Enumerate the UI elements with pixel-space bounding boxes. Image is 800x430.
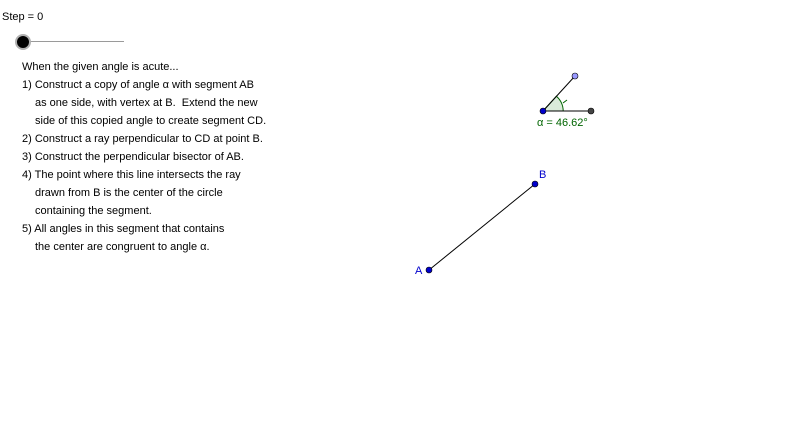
instruction-step-4-cont: drawn from B is the center of the circle — [35, 187, 223, 199]
point-b-label: B — [539, 169, 547, 181]
angle-base-point[interactable] — [588, 108, 594, 114]
segment-ab-line[interactable] — [429, 184, 535, 270]
instruction-step-4: 4) The point where this line intersects the ray — [22, 169, 241, 181]
angle-side-point[interactable] — [572, 73, 578, 79]
instruction-step-1: 1) Construct a copy of angle α with segment AB — [22, 79, 254, 91]
point-a[interactable] — [426, 267, 432, 273]
step-value-label: Step = 0 — [2, 11, 44, 23]
instruction-step-1-cont: side of this copied angle to create segment CD. — [35, 115, 267, 127]
given-angle — [537, 73, 594, 129]
instruction-step-1-cont: as one side, with vertex at B. Extend the new — [35, 97, 258, 109]
instruction-step-3: 3) Construct the perpendicular bisector of AB. — [22, 151, 244, 163]
instruction-step-4-cont: containing the segment. — [35, 205, 152, 217]
instruction-step-2: 2) Construct a ray perpendicular to CD at point B. — [22, 133, 263, 145]
instruction-intro: When the given angle is acute... — [22, 61, 179, 73]
instruction-step-5-cont: the center are congruent to angle α. — [35, 241, 210, 253]
angle-vertex-point[interactable] — [540, 108, 546, 114]
point-a-label: A — [415, 265, 423, 277]
instruction-step-5: 5) All angles in this segment that contains — [22, 223, 225, 235]
segment-ab — [415, 169, 546, 277]
angle-measure-label: α = 46.62° — [537, 117, 588, 129]
point-b[interactable] — [532, 181, 538, 187]
angle-sector — [543, 96, 563, 111]
angle-tick-mark — [563, 100, 567, 103]
